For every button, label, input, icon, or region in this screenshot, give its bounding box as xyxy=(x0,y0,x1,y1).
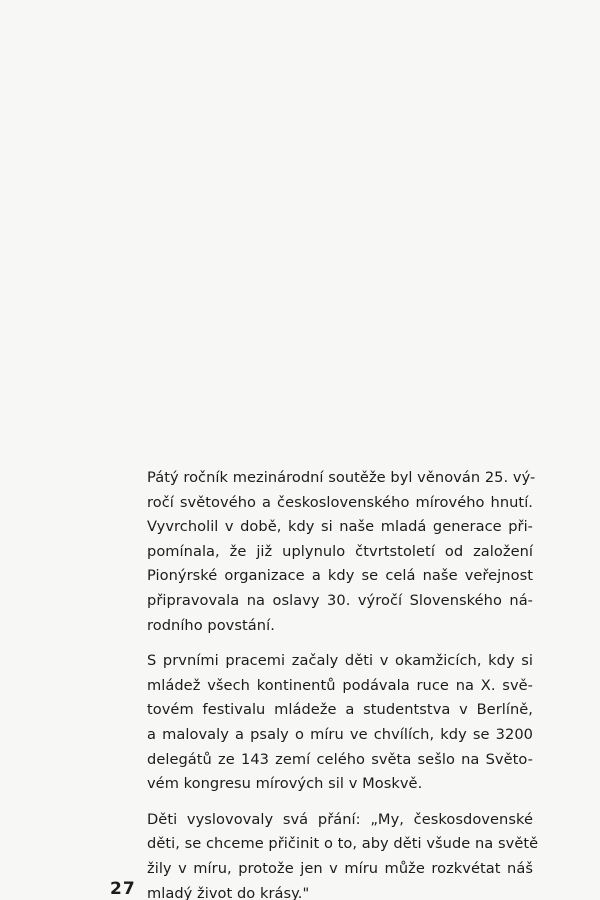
text-line: Pátý ročník mezinárodní soutěže byl věnován 25. vý- xyxy=(147,469,536,486)
text-line: S prvními pracemi začaly děti v okamžicích, kdy si xyxy=(147,652,533,670)
text-line: žily v míru, protože jen v míru může rozkvétat náš xyxy=(147,859,533,877)
body-text xyxy=(147,466,539,900)
text-line: a malovaly a psaly o míru ve chvílích, kdy se 3200 xyxy=(147,725,533,743)
text-line: připravovala na oslavy 30. výročí Slovenského ná- xyxy=(147,591,533,609)
paragraph-3 xyxy=(147,808,539,900)
paragraph-1 xyxy=(147,466,536,638)
text-line: Pionýrské organizace a kdy se celá naše veřejnost xyxy=(147,567,533,585)
text-line: Vyvrcholil v době, kdy si naše mladá generace při- xyxy=(147,518,533,536)
text-line: tovém festivalu mládeže a studentstva v Berlíně, xyxy=(147,701,533,719)
page-number: 27 xyxy=(110,879,136,899)
text-line: pomínala, že již uplynulo čtvrtstoletí od založení xyxy=(147,542,533,560)
text-line: mládež všech kontinentů podávala ruce na X. svě- xyxy=(147,676,533,694)
text-line: mladý život do krásy." xyxy=(147,884,310,900)
paragraph-2 xyxy=(147,649,533,797)
text-line: děti, se chceme přičinit o to, aby děti všude na světě xyxy=(147,835,539,853)
text-line: vém kongresu mírových sil v Moskvě. xyxy=(147,775,423,793)
text-line: ročí světového a československého mírového hnutí. xyxy=(147,493,533,511)
text-line: delegátů ze 143 zemí celého světa sešlo na Světo- xyxy=(147,750,533,768)
text-line: Děti vyslovovaly svá přání: „My, českosdovenské xyxy=(147,810,533,828)
text-line: rodního povstání. xyxy=(147,616,275,634)
